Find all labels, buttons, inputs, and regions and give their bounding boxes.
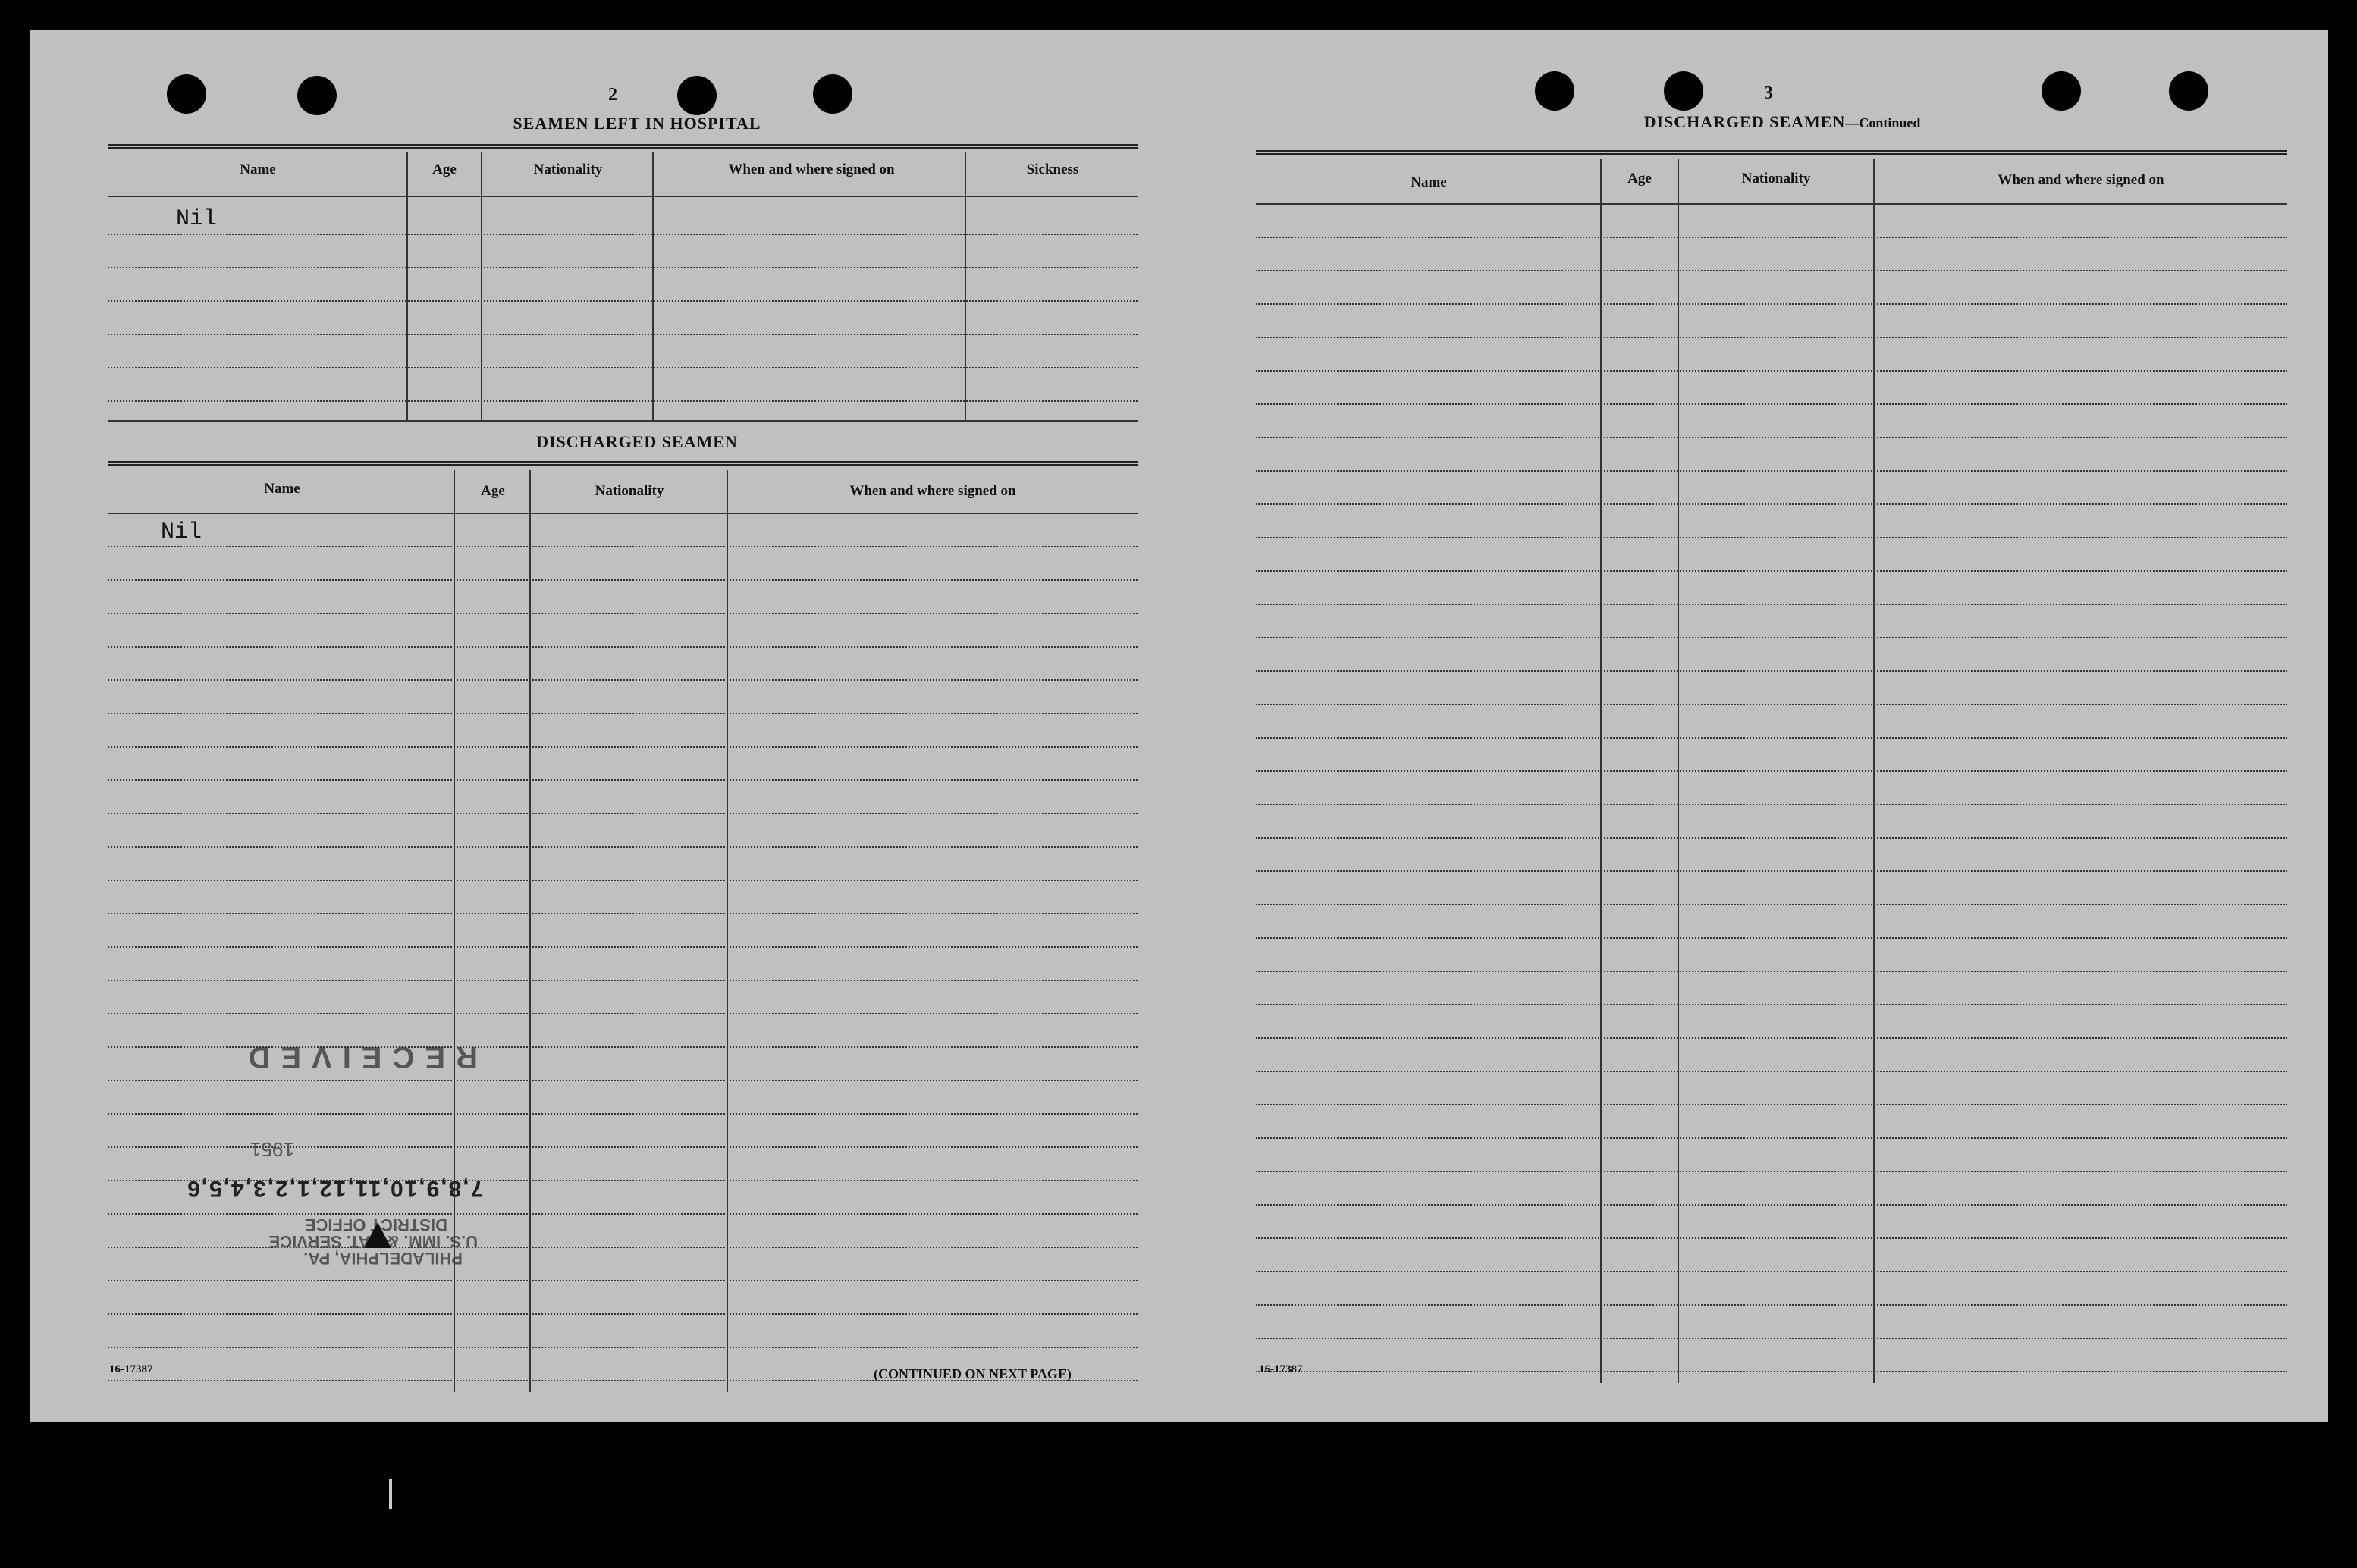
row-line bbox=[108, 1347, 1138, 1348]
punch-hole bbox=[813, 74, 852, 114]
row-line bbox=[108, 1280, 1138, 1281]
punch-hole bbox=[2042, 71, 2081, 111]
row-line bbox=[108, 546, 1138, 547]
row-line bbox=[1256, 1371, 2287, 1372]
row-line bbox=[1256, 570, 2287, 572]
discharged-header-signed-on: When and where signed on bbox=[849, 483, 1016, 499]
row-line bbox=[108, 513, 1138, 514]
hospital-row-line bbox=[108, 196, 1138, 197]
row-line bbox=[1256, 770, 2287, 772]
row-line bbox=[1256, 1171, 2287, 1172]
punch-hole bbox=[167, 74, 206, 114]
hospital-row-line bbox=[108, 334, 1138, 335]
row-line bbox=[108, 779, 1138, 781]
hospital-row-line bbox=[108, 234, 1138, 235]
row-line bbox=[1256, 971, 2287, 972]
hospital-divider bbox=[652, 152, 654, 422]
hospital-header-name: Name bbox=[240, 162, 276, 177]
row-line bbox=[108, 813, 1138, 814]
punch-hole bbox=[1664, 71, 1703, 111]
row-line bbox=[1256, 870, 2287, 872]
row-line bbox=[108, 579, 1138, 581]
right-header-signed-on: When and where signed on bbox=[1998, 172, 2164, 188]
page-number-right: 3 bbox=[1764, 83, 1773, 103]
punch-hole bbox=[677, 76, 717, 115]
row-line bbox=[108, 679, 1138, 681]
row-line bbox=[108, 946, 1138, 948]
row-line bbox=[1256, 604, 2287, 605]
hospital-divider bbox=[406, 152, 408, 422]
discharged-divider bbox=[727, 470, 728, 1392]
row-line bbox=[1256, 303, 2287, 305]
scanner-mark bbox=[389, 1479, 392, 1509]
right-header-name: Name bbox=[1411, 174, 1447, 190]
row-line bbox=[108, 646, 1138, 648]
discharged-header-name: Name bbox=[264, 481, 300, 497]
document-sheet bbox=[30, 30, 2328, 1422]
hospital-header-nationality: Nationality bbox=[533, 162, 603, 177]
form-number-left: 16-17387 bbox=[109, 1363, 153, 1375]
row-line bbox=[108, 1013, 1138, 1014]
discharged-section-title: DISCHARGED SEAMEN bbox=[536, 432, 738, 451]
row-line bbox=[108, 1313, 1138, 1315]
stamp-date: 1951 bbox=[250, 1138, 294, 1161]
row-line bbox=[1256, 1271, 2287, 1272]
row-line bbox=[1256, 804, 2287, 805]
hospital-row-line bbox=[108, 420, 1138, 422]
row-line bbox=[1256, 203, 2287, 205]
row-line bbox=[1256, 470, 2287, 472]
row-line bbox=[108, 613, 1138, 614]
punch-hole bbox=[297, 76, 337, 115]
hospital-row-line bbox=[108, 400, 1138, 402]
row-line bbox=[1256, 904, 2287, 905]
hospital-entry-nil: Nil bbox=[176, 206, 218, 232]
punch-hole bbox=[2169, 71, 2208, 111]
hospital-divider bbox=[965, 152, 966, 422]
page-number-left: 2 bbox=[608, 85, 617, 105]
row-line bbox=[1256, 503, 2287, 505]
hospital-section-title: SEAMEN LEFT IN HOSPITAL bbox=[513, 114, 761, 133]
row-line bbox=[1256, 1304, 2287, 1306]
row-line bbox=[108, 880, 1138, 881]
right-section-title: DISCHARGED SEAMEN—Continued bbox=[1643, 112, 1921, 131]
stamp-pointer-triangle bbox=[364, 1222, 391, 1248]
row-line bbox=[1256, 704, 2287, 705]
row-line bbox=[1256, 403, 2287, 405]
stamp-time: 7,8,9,10,11,12,1,2,3,4,5,6 bbox=[186, 1176, 484, 1201]
row-line bbox=[1256, 837, 2287, 839]
discharged-header-nationality: Nationality bbox=[595, 483, 664, 499]
row-line bbox=[1256, 937, 2287, 939]
row-line bbox=[1256, 1071, 2287, 1072]
form-number-right: 16-17387 bbox=[1259, 1363, 1303, 1375]
row-line bbox=[1256, 1204, 2287, 1206]
received-stamp: PHILADELPHIA, PA. U.S. IMM. & NAT. SERVICE DISTRICT OFFICE RECEIVED bbox=[237, 1040, 478, 1268]
hospital-divider bbox=[481, 152, 482, 422]
discharged-divider bbox=[529, 470, 531, 1392]
hospital-header-signed-on: When and where signed on bbox=[728, 162, 895, 177]
row-line bbox=[1256, 737, 2287, 739]
punch-hole bbox=[1535, 71, 1574, 111]
discharged-entry-nil: Nil bbox=[161, 519, 202, 545]
row-line bbox=[1256, 1137, 2287, 1139]
discharged-header-rule bbox=[108, 461, 1138, 466]
row-line bbox=[1256, 237, 2287, 238]
row-line bbox=[1256, 670, 2287, 672]
hospital-row-line bbox=[108, 300, 1138, 302]
discharged-header-age: Age bbox=[481, 483, 505, 499]
right-header-age: Age bbox=[1627, 171, 1652, 187]
row-line bbox=[1256, 1104, 2287, 1105]
hospital-header-rule bbox=[108, 144, 1138, 149]
row-line bbox=[1256, 337, 2287, 338]
hospital-row-line bbox=[108, 267, 1138, 268]
row-line bbox=[108, 713, 1138, 714]
row-line bbox=[108, 913, 1138, 914]
continued-note: (CONTINUED ON NEXT PAGE) bbox=[874, 1366, 1072, 1381]
right-header-rule bbox=[1256, 150, 2287, 155]
row-line bbox=[1256, 537, 2287, 538]
row-line bbox=[108, 980, 1138, 981]
hospital-row-line bbox=[108, 367, 1138, 368]
row-line bbox=[1256, 270, 2287, 271]
hospital-header-sickness: Sickness bbox=[1026, 162, 1079, 177]
row-line bbox=[1256, 1237, 2287, 1239]
row-line bbox=[1256, 637, 2287, 638]
right-header-nationality: Nationality bbox=[1741, 171, 1811, 187]
row-line bbox=[1256, 1004, 2287, 1005]
row-line bbox=[1256, 437, 2287, 438]
row-line bbox=[108, 746, 1138, 748]
row-line bbox=[1256, 1338, 2287, 1339]
row-line bbox=[1256, 1037, 2287, 1039]
row-line bbox=[1256, 370, 2287, 372]
row-line bbox=[108, 846, 1138, 848]
hospital-header-age: Age bbox=[432, 162, 457, 177]
